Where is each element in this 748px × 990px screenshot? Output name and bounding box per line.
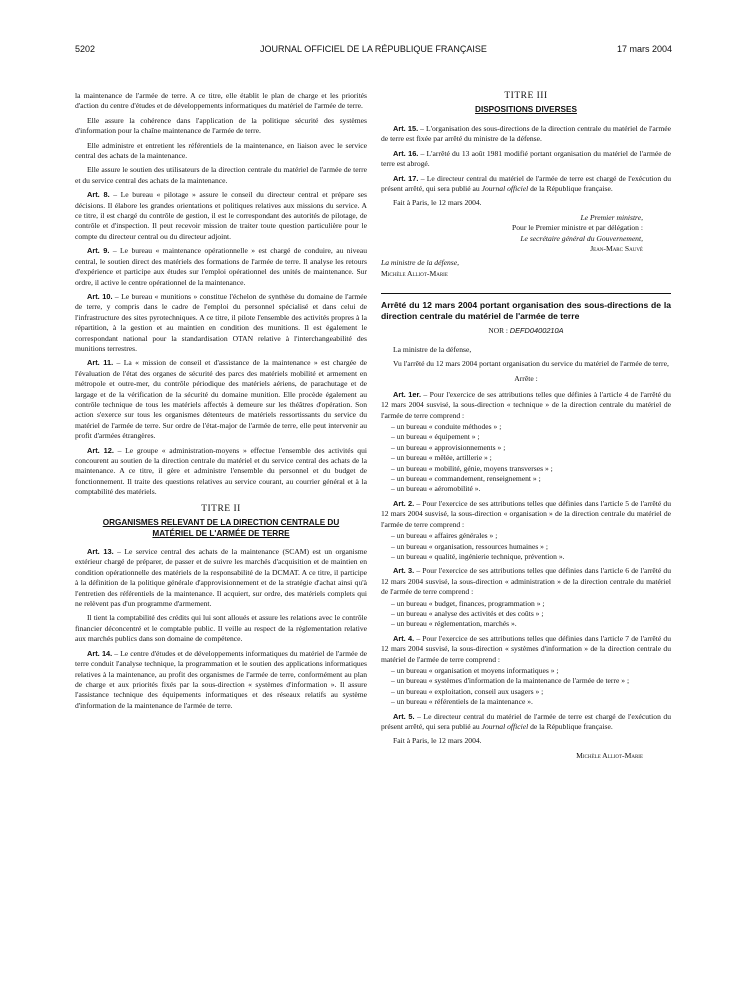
paragraph: La ministre de la défense, (393, 344, 472, 354)
list-item: – un bureau « qualité, ingénierie technique, prévention ». (391, 552, 671, 562)
list-item: – un bureau « exploitation, conseil aux usagers » ; (391, 687, 671, 697)
list-item: – un bureau « organisation, ressources humaines » ; (391, 542, 671, 552)
arrete-title: Arrêté du 12 mars 2004 portant organisation des sous-directions de la direction centrale du matériel de l'armée de terre (381, 293, 671, 322)
article-2-list (381, 531, 671, 562)
right-column (381, 91, 671, 761)
list-item: – un bureau « conduite méthodes » ; (391, 422, 671, 432)
article-10 (75, 292, 367, 354)
article-text: – Le bureau « munitions » constitue l'échelon de synthèse du domaine de l'armée de terre, y compris dans le cadre de l'emploi du personnel spécialisé et dans celui de l'infrastructure des sites pyrotechniques. A ce titre, il pilote l'ensemble des activités propres à la répartition, à la gestion et au maintien en condition des munitions. Il est également le correspondant national pour la standardisation OTAN relative à l'interchangeabilité des munitions terrestres. (75, 291, 368, 353)
article-2 (381, 499, 671, 530)
signer-role: Le secrétaire général du Gouvernement, (520, 233, 643, 243)
list-item: – un bureau « systèmes d'information de la maintenance de l'armée de terre » ; (391, 676, 671, 686)
issue-date: 17 mars 2004 (616, 44, 672, 54)
left-column (75, 91, 367, 715)
article-label: Art. 16. (393, 148, 419, 158)
article-label: Art. 8. (87, 190, 110, 200)
article-11 (75, 358, 367, 441)
article-label: Art. 15. (393, 123, 419, 133)
article-3 (381, 566, 671, 597)
article-label: Art. 5. (393, 711, 415, 721)
paragraph: la maintenance de l'armée de terre. A ce titre, elle établit le plan de charge et les priorités d'action du centre d'études et de développements informatiques du matériel de l'armée de terre. (75, 91, 367, 111)
arrete-word: Arrête : (514, 374, 538, 384)
paragraph: Elle administre et entretient les référentiels de la maintenance, en liaison avec le service central des achats de la maintenance. (75, 140, 367, 161)
nor-reference (381, 326, 671, 336)
article-4 (381, 634, 671, 665)
article-text: – Le directeur central du matériel de l'armée de terre est chargé de l'exécution du présent arrêté, qui sera publié au (381, 173, 671, 193)
list-item: – un bureau « réglementation, marchés ». (391, 619, 671, 629)
article-label: Art. 17. (393, 173, 419, 183)
titre-iii-heading: DISPOSITIONS DIVERSES (475, 105, 577, 115)
article-label: Art. 12. (87, 445, 114, 455)
list-item: – un bureau « mobilité, génie, moyens transverses » ; (391, 464, 671, 474)
article-label: Art. 10. (87, 291, 113, 301)
list-item: – un bureau « aéromobilité ». (391, 484, 671, 494)
list-item: – un bureau « référentiels de la maintenance ». (391, 697, 671, 707)
article-text: – Le directeur central du matériel de l'armée de terre est chargé de l'exécution du présent arrêté, qui sera publié au (381, 711, 671, 731)
delegation: Pour le Premier ministre et par délégation : (512, 223, 643, 233)
article-text: – Pour l'exercice de ses attributions telles que définies dans l'article 6 de l'arrêté du 12 mars 2004 susvisé, la sous-direction « administration » de la direction centrale du matériel de l'armée de terre comprend : (381, 566, 671, 597)
article-8 (75, 190, 367, 242)
signature-block (381, 213, 671, 279)
fait-a-paris: Fait à Paris, le 12 mars 2004. (393, 198, 482, 208)
article-text: – Pour l'exercice de ses attributions telles que définies à l'article 4 de l'arrêté du 12 mars 2004 susvisé, la sous-direction « technique » de la direction centrale du matériel de l'armée de terre comprend : (381, 389, 671, 420)
titre-iii: TITRE III (504, 91, 548, 101)
article-1-list (381, 422, 671, 495)
article-text: – Le bureau « pilotage » assure le conseil du directeur central et prépare ses décisions. Il élabore les grandes orientations et politiques relatives aux missions du service. A ce titre, il est chargé du contrôle de gestion, il est le correspondant des autorités de pilotage, de contrôle et d'inspection. Il peut recevoir mission de traiter toute question particulière pour le compte du directeur central ou du directeur adjoint. (75, 190, 367, 241)
titre-ii-heading: ORGANISMES RELEVANT DE LA DIRECTION CENTRALE DU MATÉRIEL DE L'ARMÉE DE TERRE (102, 518, 340, 538)
article-text: – Pour l'exercice de ses attributions telles que définies dans l'article 5 de l'arrêté du 12 mars 2004 susvisé, la sous-direction « organisation » de la direction centrale du matériel de l'armée de terre comprend : (381, 498, 671, 529)
article-16 (381, 149, 671, 170)
article-label: Art. 4. (393, 633, 415, 643)
article-text: – Pour l'exercice de ses attributions telles que définies dans l'article 7 de l'arrêté du 12 mars 2004 susvisé, la sous-direction « systèmes d'information » de la direction centrale du matériel de l'armée de terre comprend : (381, 633, 671, 664)
article-15 (381, 124, 671, 145)
paragraph: Il tient la comptabilité des crédits qui lui sont alloués et assure les relations avec le contrôle financier déconcentré et le comptable public. Il veille au respect de la réglementation relative aux marchés publics dans son domaine de compétence. (75, 613, 367, 644)
article-text: – Le centre d'études et de développements informatiques du matériel de l'armée de terre conduit l'analyse technique, la programmation et le soutien des applications informatiques relatives à la maintenance, au profit des organismes de l'armée de terre, conformément au plan de charge et aux priorités fixés par la sous-direction « systèmes d'information ». Il assure l'assistance technique des équipements informatiques et des réseaux relatifs au système d'information de la maintenance de l'armée de terre. (75, 648, 367, 710)
list-item: – un bureau « mêlée, artillerie » ; (391, 453, 671, 463)
article-label: Art. 1er. (393, 389, 422, 399)
page-number: 5202 (75, 44, 96, 54)
article-5 (381, 712, 671, 733)
article-9 (75, 246, 367, 288)
article-text: – Le groupe « administration-moyens » effectue l'ensemble des activités qui concourent au soutien de la direction centrale du matériel et du service central des achats de la maintenance. A ce titre, il gère et administre l'ensemble du personnel et du budget de fonctionnement. Il traite des questions relatives au service courant, au courrier général et à la comptabilité des matériels. (75, 445, 367, 497)
list-item: – un bureau « organisation et moyens informatiques » ; (391, 666, 671, 676)
signer-role: Le Premier ministre, (580, 212, 643, 222)
journal-officiel: Journal officiel (481, 722, 529, 731)
fait-a-paris: Fait à Paris, le 12 mars 2004. (393, 736, 482, 746)
paragraph: Vu l'arrêté du 12 mars 2004 portant organisation du service du matériel de l'armée de terre, (393, 359, 669, 368)
signer-name: Jean-Marc Sauvé (590, 243, 643, 253)
article-14 (75, 649, 367, 711)
article-12 (75, 446, 367, 498)
list-item: – un bureau « approvisionnements » ; (391, 443, 671, 453)
article-text: de la République française. (528, 722, 613, 731)
article-label: Art. 9. (87, 246, 110, 256)
article-label: Art. 3. (393, 566, 415, 576)
article-text: – Le bureau « maintenance opérationnelle » est chargé de conduire, au niveau central, le soutien direct des matériels des formations de l'armée de terre. Il analyse les retours d'expérience et participe aux études sur l'emploi opérationnel des unités de maintenance. Sur ordre, il active le centre opérationnel de la maintenance. (75, 246, 367, 287)
list-item: – un bureau « affaires générales » ; (391, 531, 671, 541)
article-17 (381, 174, 671, 195)
signer-role: La ministre de la défense, (381, 258, 459, 268)
journal-title: JOURNAL OFFICIEL DE LA RÉPUBLIQUE FRANÇAISE (260, 44, 487, 54)
nor-label: NOR : (488, 326, 510, 336)
signer-name: Michèle Alliot-Marie (576, 750, 643, 760)
journal-officiel: Journal officiel (481, 183, 529, 193)
article-label: Art. 11. (87, 358, 114, 368)
article-3-list (381, 599, 671, 630)
article-text: – Le service central des achats de la maintenance (SCAM) est un organisme extérieur chargé de préparer, de passer et de suivre les marchés d'acquisition et de maintien en condition opérationnelle des matériels de la responsabilité de la DCMAT. A ce titre, il participe à la définition de la politique générale d'approvisionnement et de la stratégie d'achat ainsi qu'à l'entretien des référentiels de la maintenance. Il acquiert, sur ordre, des matériels complets qui ne relèvent pas d'un programme d'armement. (75, 547, 367, 609)
article-text: – L'organisation des sous-directions de la direction centrale du matériel de l'armée de terre est fixée par arrêté du ministre de la défense. (381, 123, 671, 144)
signer-name: Michèle Alliot-Marie (381, 268, 448, 278)
article-4-list (381, 666, 671, 708)
page-header (75, 44, 672, 58)
article-label: Art. 13. (87, 547, 114, 557)
titre-ii: TITRE II (201, 503, 241, 514)
list-item: – un bureau « analyse des activités et des coûts » ; (391, 609, 671, 619)
nor-code: DEFD0400210A (509, 326, 564, 336)
paragraph: Elle assure la cohérence dans l'application de la politique sécurité des systèmes d'information pour la chaîne maintenance de l'armée de terre. (75, 115, 367, 136)
list-item: – un bureau « équipement » ; (391, 432, 671, 442)
article-label: Art. 2. (393, 498, 415, 508)
article-1 (381, 390, 671, 421)
article-text: – L'arrêté du 13 août 1981 modifié portant organisation du matériel de l'armée de terre est abrogé. (381, 148, 671, 169)
article-text: de la République française. (528, 183, 613, 193)
paragraph: Elle assure le soutien des utilisateurs de la direction centrale du matériel de l'armée de terre et du service central des achats de la maintenance. (75, 165, 367, 185)
signature-block (381, 751, 671, 761)
article-label: Art. 14. (87, 648, 113, 658)
list-item: – un bureau « commandement, renseignement » ; (391, 474, 671, 484)
article-text: – La « mission de conseil et d'assistance de la maintenance » est chargée de l'évaluation de l'état des organes de sécurité des parcs des matériels mobilité et armement en métropole et outre-mer, du contrôle périodique des matériels aériens, de parachutage et de largage et de la vérification de la sécurité du domaine munition. Elle procède également au contrôle technique de tous les matériels affectés à demeure sur les théâtres d'opération. Son action s'exerce sur tous les organismes détenteurs de matériels ressortissants du service du matériel de l'armée de terre. Sur ordre de l'état-major de l'armée de terre, elle peut intervenir au profit d'armées étrangères. (75, 358, 367, 441)
article-13 (75, 547, 367, 609)
list-item: – un bureau « budget, finances, programmation » ; (391, 599, 671, 609)
